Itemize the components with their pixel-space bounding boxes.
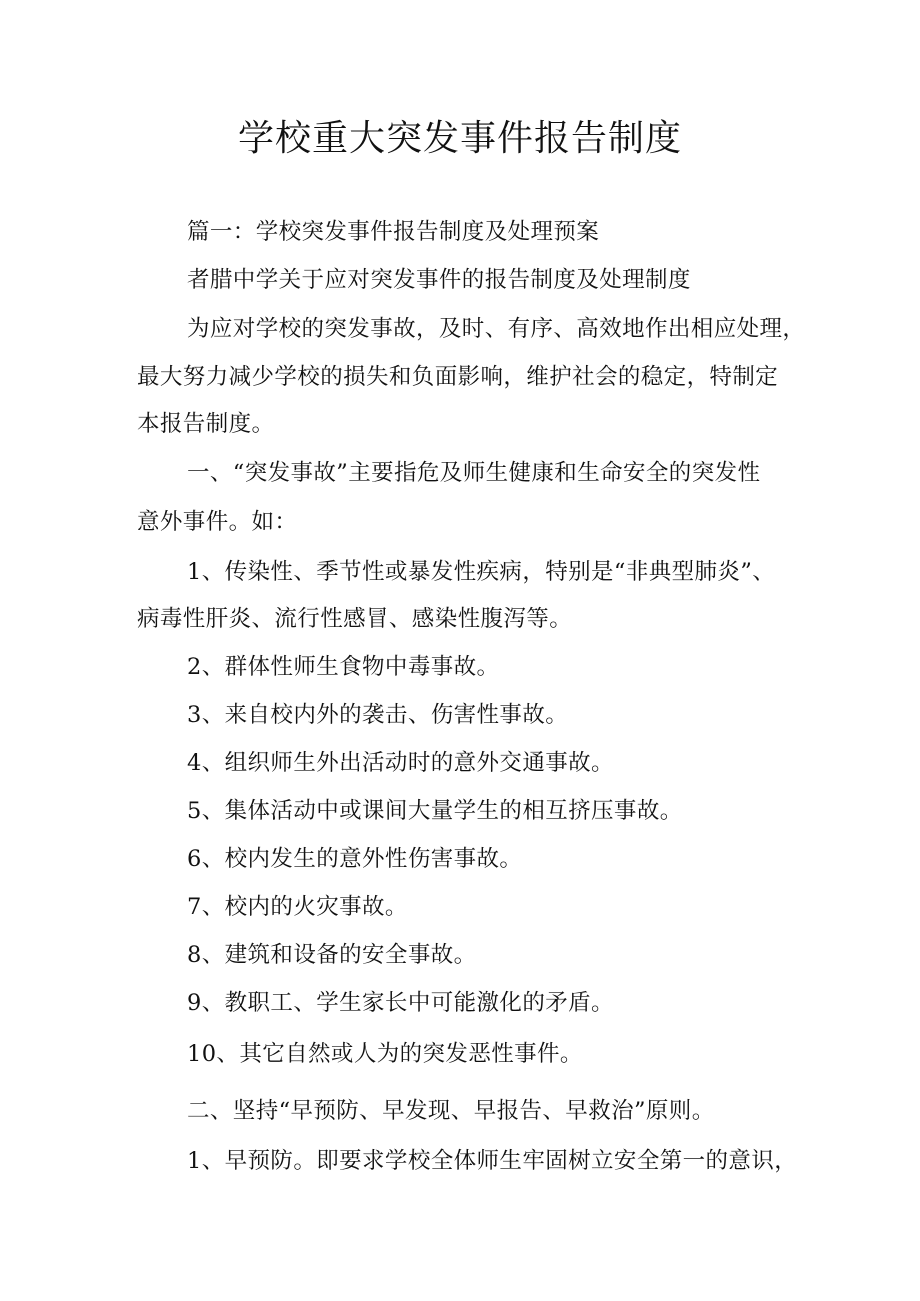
section-heading: 二、坚持“早预防、早发现、早报告、早救治”原则。 [187,1098,715,1124]
paragraph-line: 最大努力减少学校的损失和负面影响，维护社会的稳定，特制定 [137,364,779,390]
list-item: 8、建筑和设备的安全事故。 [187,942,477,968]
list-item: 9、教职工、学生家长中可能激化的矛盾。 [187,990,614,1016]
document-title: 学校重大突发事件报告制度 [237,118,682,159]
list-item: 3、来自校内外的袭击、伤害性事故。 [187,702,569,728]
list-item: 7、校内的火灾事故。 [187,894,408,920]
list-item: 4、组织师生外出活动时的意外交通事故。 [187,750,614,776]
section-heading: 篇一：学校突发事件报告制度及处理预案 [187,219,600,245]
paragraph-line: 为应对学校的突发事故，及时、有序、高效地作出相应处理， [187,316,806,342]
list-item: 10、其它自然或人为的突发恶性事件。 [187,1041,583,1067]
paragraph-line: 意外事件。如： [137,509,298,535]
subtitle-line: 者腊中学关于应对突发事件的报告制度及处理制度 [187,267,691,293]
list-item: 6、校内发生的意外性伤害事故。 [187,846,523,872]
list-item: 5、集体活动中或课间大量学生的相互挤压事故。 [187,798,683,824]
list-item: 2、群体性师生食物中毒事故。 [187,654,500,680]
list-item: 1、早预防。即要求学校全体师生牢固树立安全第一的意识， [187,1148,798,1174]
list-item-continuation: 病毒性肝炎、流行性感冒、感染性腹泻等。 [137,606,573,632]
list-item: 1、传染性、季节性或暴发性疾病，特别是“非典型肺炎”、 [187,559,776,585]
paragraph-line: 一、“突发事故”主要指危及师生健康和生命安全的突发性 [187,460,761,486]
paragraph-line: 本报告制度。 [137,411,275,437]
